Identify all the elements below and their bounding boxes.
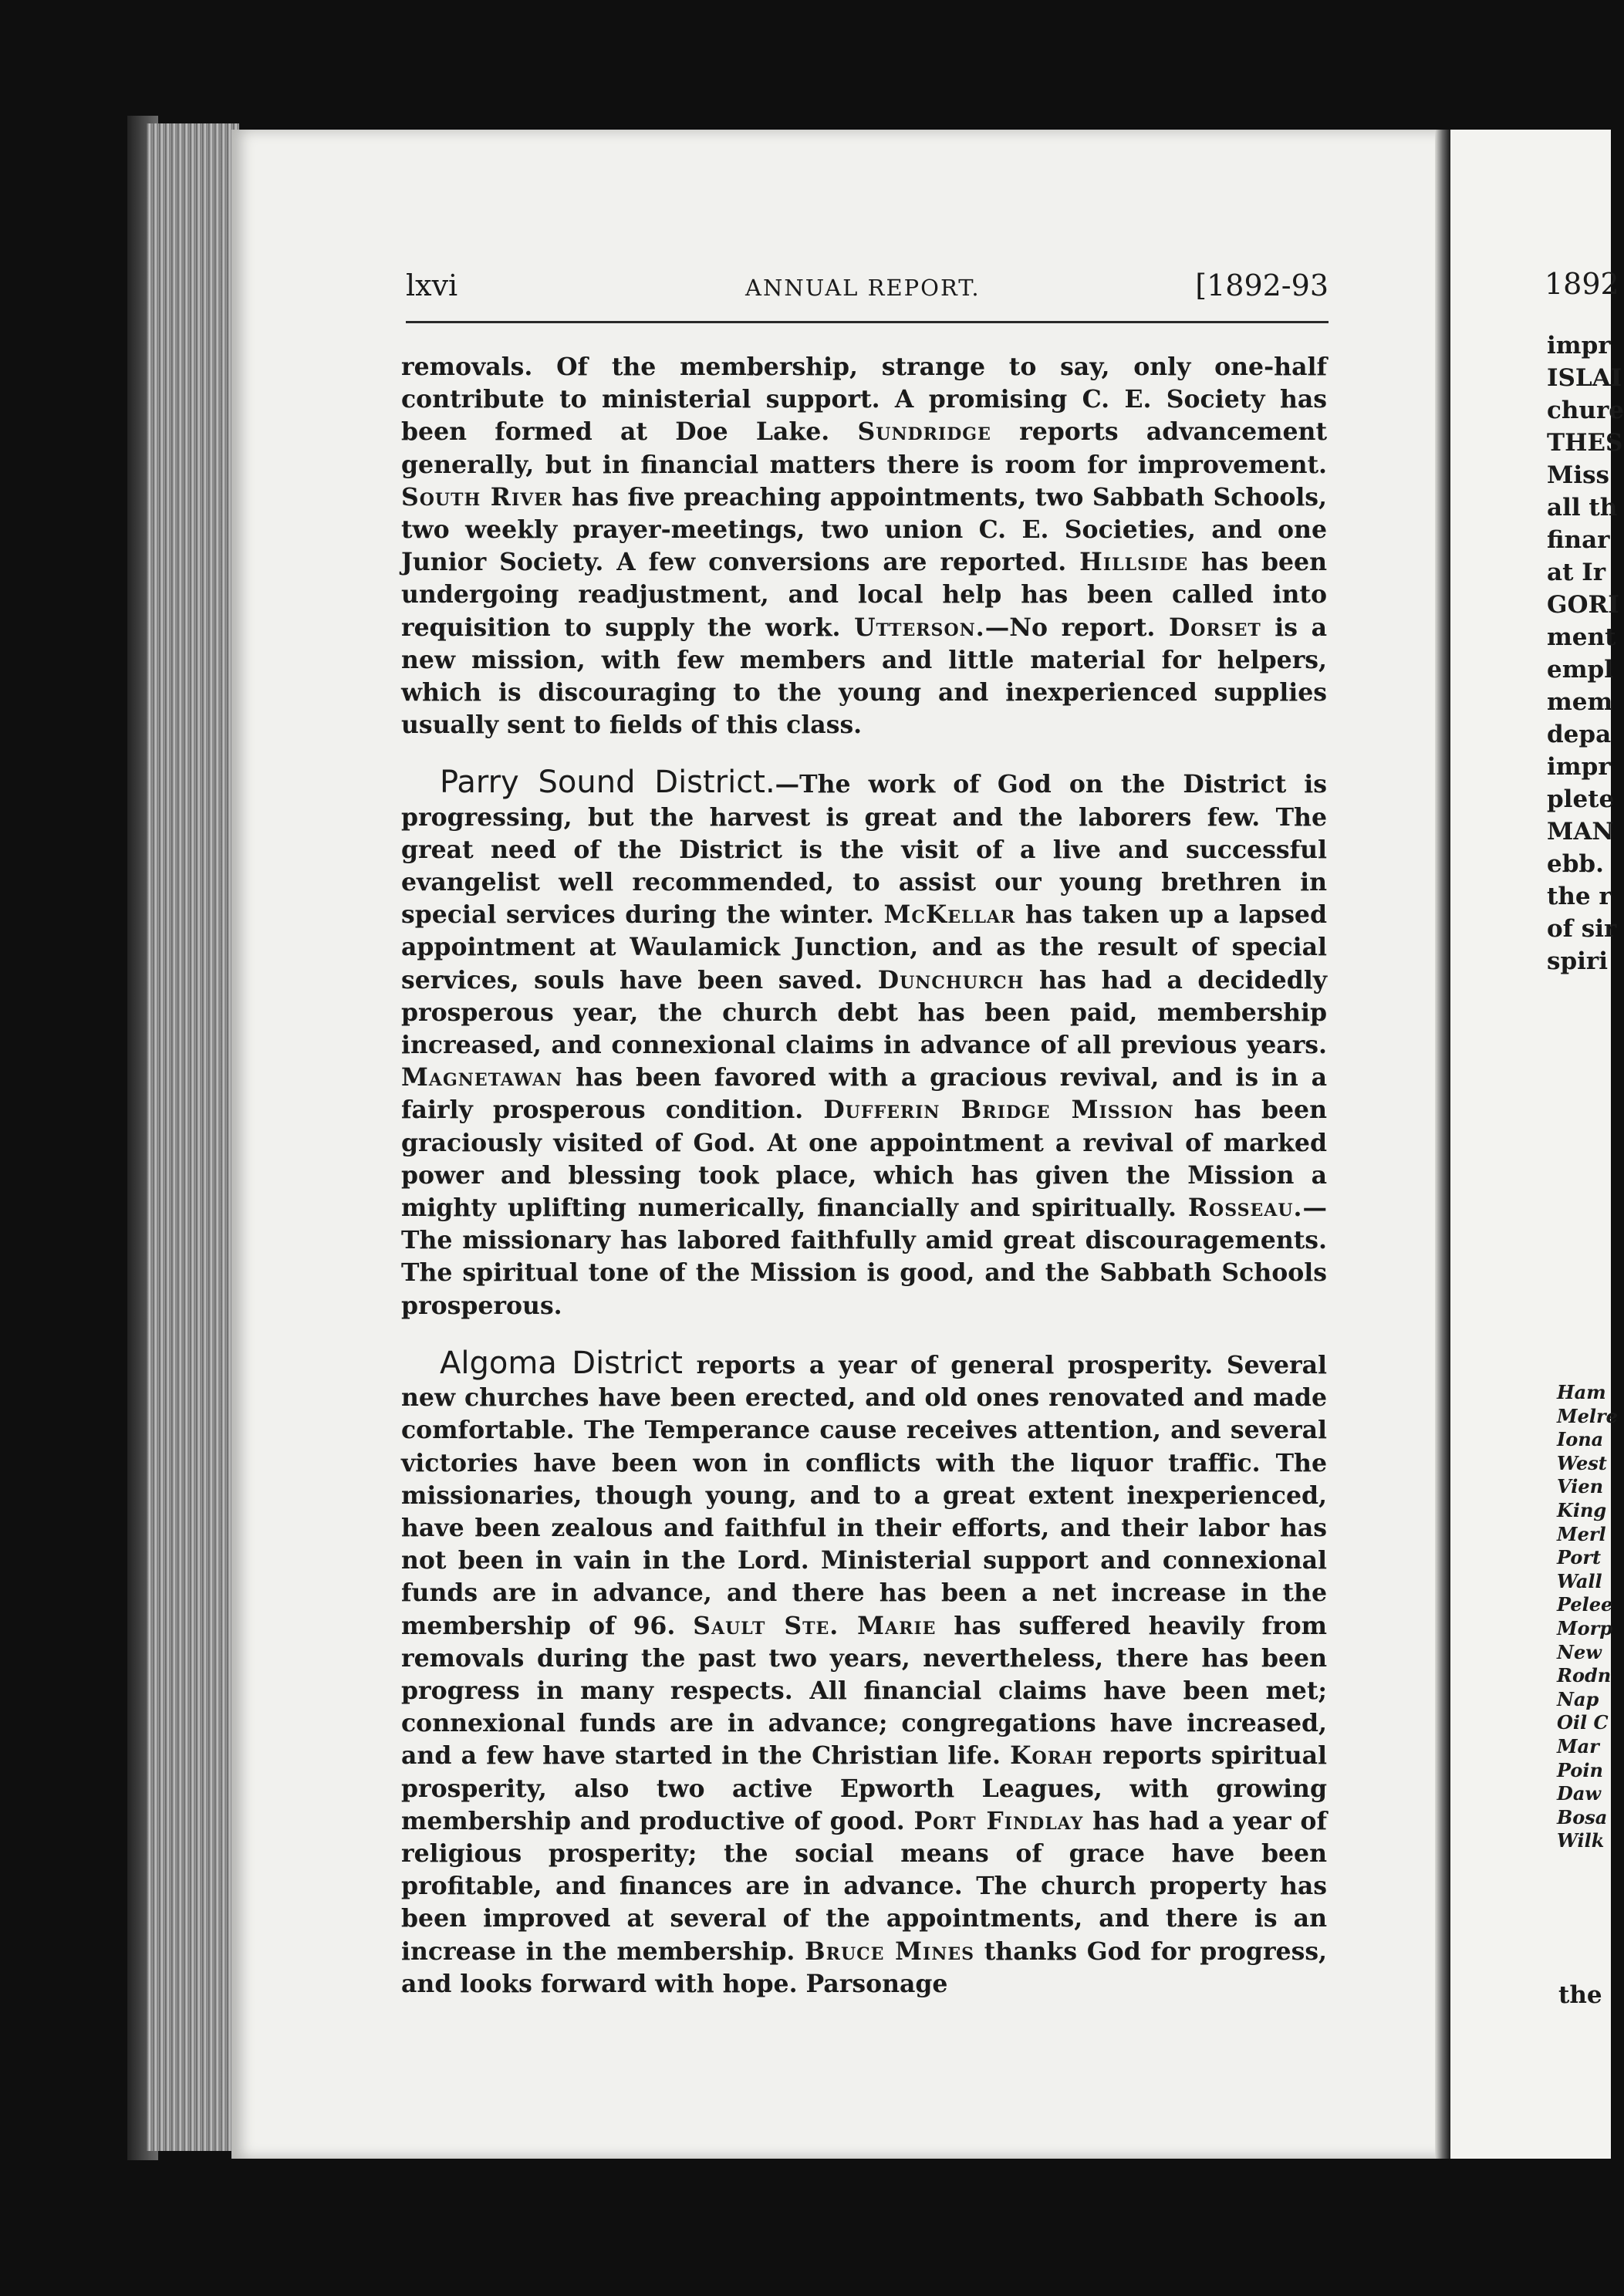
right-page-italic-item: Melre: [1557, 1404, 1618, 1427]
text-run: has had a year of religious prosperity; the social means of grace have been profitable, and finances are in advance. The church property has been improved at several of the appointments, and there is an increase in the membership.: [401, 1806, 1327, 1966]
text-run: has had a decidedly prosperous year, the church debt has been paid, membership increased, and connexional claims in advance of all previous years.: [401, 965, 1327, 1060]
right-page-line: ISLAI: [1547, 364, 1622, 392]
right-page-line: impr: [1547, 753, 1611, 781]
right-page-italic-item: Oil C: [1557, 1711, 1609, 1734]
right-page-line: ment: [1547, 623, 1616, 651]
place-name: South River: [401, 482, 563, 512]
text-run: is a new mission, with few members and little material for helpers, which is discouraging to the young and inexperienced supplies usually sent to fields of this class.: [401, 613, 1327, 740]
text-run: reports spiritual prosperity, also two active Epworth Leagues, with growing membership and productive of good.: [401, 1741, 1327, 1835]
district-heading: Algoma District: [440, 1345, 683, 1381]
place-name: Utterson.: [854, 613, 985, 642]
place-name: Magnetawan: [401, 1063, 563, 1092]
page-header: [406, 268, 1329, 315]
text-run: —No report.: [984, 613, 1169, 642]
right-page-line: MAN: [1547, 818, 1614, 846]
text-run: removals. Of the membership, strange to say, only one-half contribute to ministerial support. A promising C. E. Society has been formed at Doe Lake.: [401, 353, 1327, 447]
report-body: [401, 351, 1327, 2001]
place-name: Sundridge: [857, 417, 991, 447]
place-name: Hillside: [1079, 548, 1189, 577]
place-name: Rosseau.: [1187, 1194, 1303, 1223]
place-name: Port Findlay: [913, 1806, 1084, 1835]
right-page-italic-item: Merl: [1557, 1522, 1606, 1545]
right-page-bottom-line: the: [1558, 1981, 1602, 2009]
right-page-line: the r: [1547, 883, 1612, 910]
right-page-italic-item: Vien: [1557, 1475, 1604, 1498]
text-run: has been favored with a gracious revival, and is in a fairly prosperous condition.: [401, 1063, 1327, 1125]
right-page-line: all th: [1547, 494, 1618, 522]
right-page-line: chure: [1547, 397, 1624, 424]
book-gutter: [1435, 130, 1450, 2159]
right-page-line: impr: [1547, 332, 1611, 360]
right-page-line: GORI: [1547, 591, 1619, 619]
text-run: reports a year of general prosperity. Several new churches have been erected, and old ones renovated and made comfortable. The Temperance cause receives attention, and several victories have been won in conflicts with the liquor traffic. The missionaries, though young, and to a great extent inexperienced, have been zealous and faithful in their efforts, and their labor has not been in vain in the Lord. Ministerial support and connexional funds are in advance, and there has been a net increase in the membership of 96.: [401, 1350, 1327, 1640]
paragraph-parry-sound: [401, 766, 1327, 1322]
paragraph-muskoka-continuation: [401, 351, 1327, 741]
running-title: ANNUAL REPORT.: [745, 275, 981, 301]
text-run: has been graciously visited of God. At one appointment a revival of marked power and blessing took place, which has given the Mission a mighty uplifting numerically, financially and spiritually.: [401, 1096, 1327, 1223]
place-name: Sault Ste. Marie: [693, 1611, 937, 1640]
right-page-line: finar: [1547, 526, 1610, 554]
right-page-italic-item: Wilk: [1557, 1829, 1605, 1852]
text-run: has five preaching appointments, two Sabbath Schools, two weekly prayer-meetings, two union C. E. Societies, and one Junior Society. A few conversions are reported.: [401, 482, 1328, 577]
right-page-italic-item: Iona: [1557, 1428, 1604, 1451]
place-name: Dorset: [1168, 613, 1261, 642]
right-page-italic-item: New: [1557, 1640, 1602, 1663]
place-name: Bruce Mines: [805, 1936, 975, 1966]
place-name: Korah: [1010, 1741, 1093, 1771]
right-page-line: of sir: [1547, 915, 1617, 943]
text-run: has suffered heavily from removals during the past two years, nevertheless, there has been progress in many respects. All financial claims have been met; connexional funds are in advance; congregations have increased, and a few have started in the Christian life.: [401, 1611, 1327, 1771]
right-page-italic-item: Bosa: [1557, 1805, 1608, 1828]
right-page-line: at Ir: [1547, 559, 1606, 586]
place-name: McKellar: [883, 900, 1016, 930]
report-year: [1892-93: [1195, 268, 1329, 302]
paragraph-algoma: [401, 1347, 1327, 2001]
right-page-line: ebb.: [1547, 850, 1604, 878]
place-name: Dufferin Bridge Mission: [823, 1096, 1174, 1125]
place-name: Dunchurch: [877, 965, 1025, 994]
text-run: —The missionary has labored faithfully amid great discouragements. The spiritual tone of the Mission is good, and the Sabbath Schools prosperous.: [401, 1194, 1327, 1320]
right-page-line: THES: [1547, 429, 1623, 457]
text-run: reports advancement generally, but in financial matters there is room for improvement.: [401, 417, 1327, 479]
page-edges: [147, 123, 239, 2151]
right-page-italic-item: Port: [1557, 1546, 1602, 1569]
right-page-header: 1892: [1545, 267, 1619, 301]
text-run: thanks God for progress, and looks forward with hope. Parsonage: [401, 1936, 1328, 1998]
right-page-italic-item: Nap: [1557, 1687, 1599, 1710]
right-page-italic-item: Pelee: [1557, 1593, 1613, 1616]
right-page-line: spiri: [1547, 947, 1609, 975]
right-page-line: empl: [1547, 656, 1613, 684]
text-run: has taken up a lapsed appointment at Waulamick Junction, and as the result of special services, souls have been saved.: [401, 900, 1327, 994]
right-page-italic-item: Morp: [1557, 1617, 1612, 1639]
right-page-italic-item: West: [1557, 1451, 1607, 1474]
page-number: lxvi: [406, 268, 458, 302]
right-page-line: mem: [1547, 688, 1613, 716]
right-page-italic-item: Poin: [1557, 1758, 1603, 1781]
right-page-line: depa: [1547, 721, 1612, 748]
right-page-italic-item: King: [1557, 1499, 1607, 1521]
header-rule: [406, 321, 1329, 323]
text-run: has been undergoing readjustment, and local help has been called into requisition to supply the work.: [401, 548, 1327, 642]
right-page-line: Miss: [1547, 461, 1609, 489]
right-page-italic-item: Ham: [1557, 1381, 1606, 1403]
right-page-italic-item: Daw: [1557, 1782, 1602, 1805]
right-page-italic-item: Rodn: [1557, 1664, 1612, 1687]
right-page-italic-item: Mar: [1557, 1735, 1599, 1757]
right-page-line: plete: [1547, 785, 1615, 813]
text-run: —The work of God on the District is progressing, but the harvest is great and the laborers few. The great need of the District is the visit of a live and successful evangelist well recommended, to assist our young brethren in special services during the winter.: [401, 770, 1328, 930]
right-page-italic-item: Wall: [1557, 1569, 1602, 1592]
district-heading: Parry Sound District.: [440, 765, 775, 801]
right-page-fragment: [1450, 130, 1624, 2159]
